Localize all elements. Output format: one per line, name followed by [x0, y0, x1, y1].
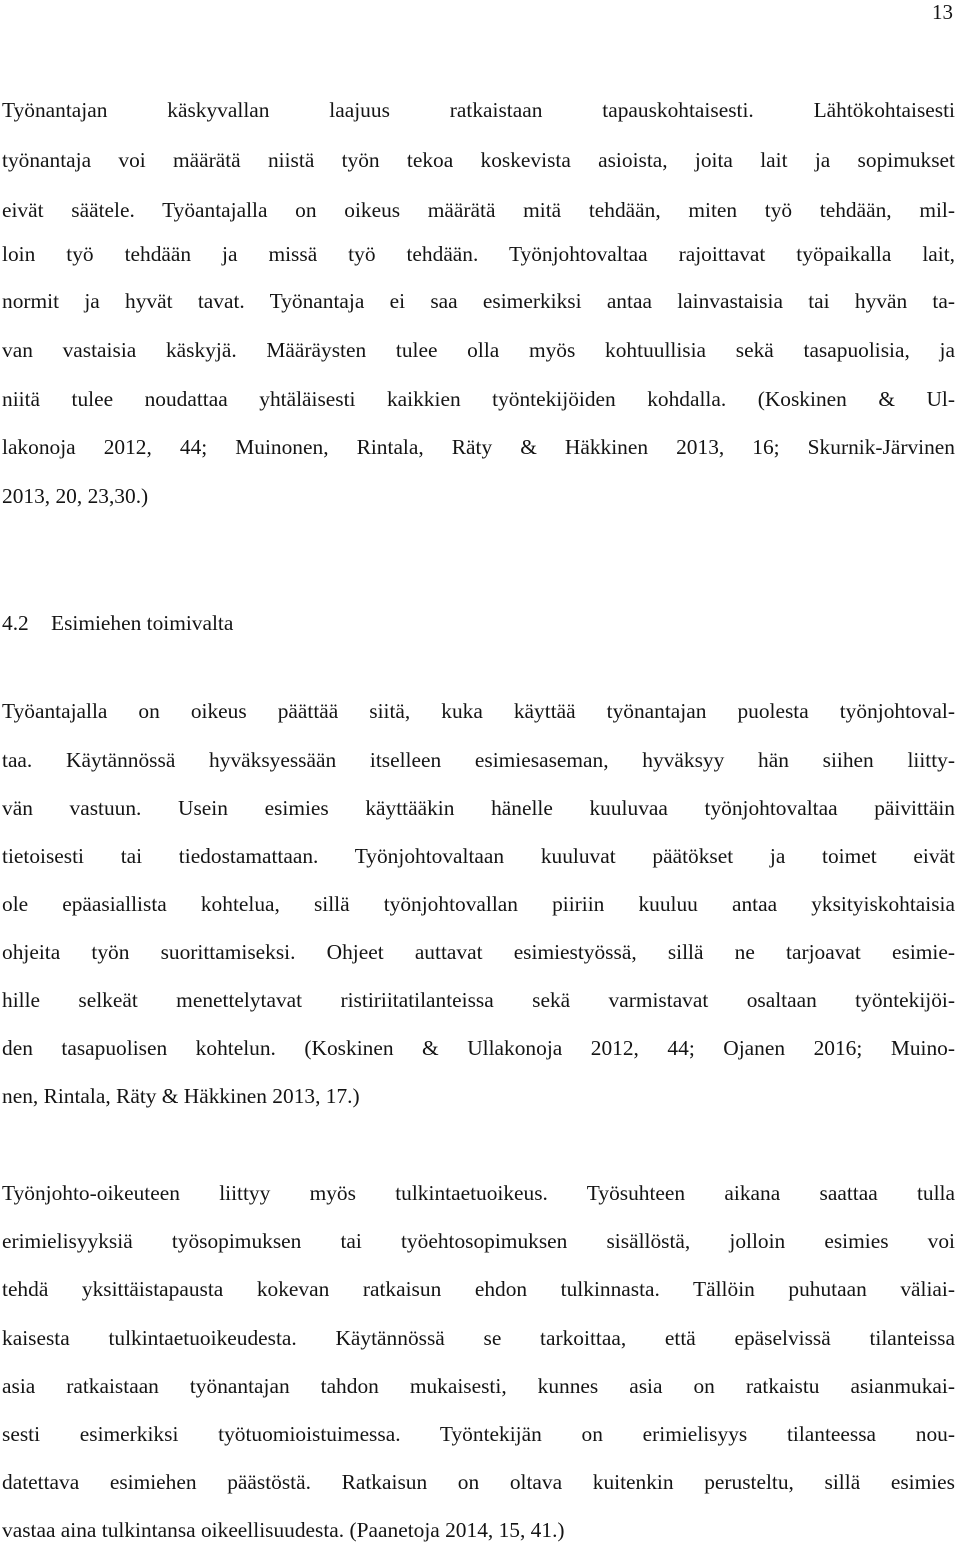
section-heading — [2, 610, 233, 636]
section-title: Esimiehen toimivalta — [51, 611, 234, 635]
text-line: kaisesta tulkintaetuoikeudesta. Käytännössä se tarkoittaa, että epäselvissä tilanteissa — [2, 1326, 955, 1350]
text-line: Työnjohto-oikeuteen liittyy myös tulkintaetuoikeus. Työsuhteen aikana saattaa tulla — [2, 1181, 955, 1205]
text-line: työnantaja voi määrätä niistä työn tekoa koskevista asioista, joita lait ja sopimukset — [2, 148, 955, 172]
text-line: vän vastuun. Usein esimies käyttääkin hänelle kuuluvaa työnjohtovaltaa päivittäin — [2, 796, 955, 820]
text-line: sesti esimerkiksi työtuomioistuimessa. Työntekijän on erimielisyys tilanteessa nou- — [2, 1422, 955, 1446]
text-line: lakonoja 2012, 44; Muinonen, Rintala, Räty & Häkkinen 2013, 16; Skurnik-Järvinen — [2, 435, 955, 459]
section-number: 4.2 — [2, 611, 29, 635]
text-line: den tasapuolisen kohtelun. (Koskinen & Ullakonoja 2012, 44; Ojanen 2016; Muino- — [2, 1036, 955, 1060]
text-line: tietoisesti tai tiedostamattaan. Työnjohtovaltaan kuuluvat päätökset ja toimet eivät — [2, 844, 955, 868]
text-line: van vastaisia käskyjä. Määräysten tulee olla myös kohtuullisia sekä tasapuolisia, ja — [2, 338, 955, 362]
text-line: Työantajalla on oikeus päättää siitä, kuka käyttää työnantajan puolesta työnjohtoval- — [2, 699, 955, 723]
text-line: eivät säätele. Työantajalla on oikeus määrätä mitä tehdään, miten työ tehdään, mil- — [2, 198, 955, 222]
text-line: erimielisyyksiä työsopimuksen tai työehtosopimuksen sisällöstä, jolloin esimies voi — [2, 1229, 955, 1253]
text-line: ole epäasiallista kohtelua, sillä työnjohtovallan piiriin kuuluu antaa yksityiskohtaisia — [2, 892, 955, 916]
text-line: 2013, 20, 23,30.) — [2, 484, 149, 508]
text-line: vastaa aina tulkintansa oikeellisuudesta. (Paanetoja 2014, 15, 41.) — [2, 1518, 565, 1542]
text-line: taa. Käytännössä hyväksyessään itselleen esimiesaseman, hyväksyy hän siihen liitty- — [2, 748, 955, 772]
text-line: asia ratkaistaan työnantajan tahdon mukaisesti, kunnes asia on ratkaistu asianmukai- — [2, 1374, 955, 1398]
text-line: niitä tulee noudattaa yhtäläisesti kaikkien työntekijöiden kohdalla. (Koskinen & Ul- — [2, 387, 955, 411]
text-line: hille selkeät menettelytavat ristiriitatilanteissa sekä varmistavat osaltaan työntekijöi- — [2, 988, 955, 1012]
text-line: nen, Rintala, Räty & Häkkinen 2013, 17.) — [2, 1084, 360, 1108]
text-line: datettava esimiehen päästöstä. Ratkaisun on oltava kuitenkin perusteltu, sillä esimies — [2, 1470, 955, 1494]
text-line: Työnantajan käskyvallan laajuus ratkaistaan tapauskohtaisesti. Lähtökohtaisesti — [2, 98, 955, 122]
text-line: loin työ tehdään ja missä työ tehdään. Työnjohtovaltaa rajoittavat työpaikalla lait, — [2, 242, 955, 266]
page-number: 13 — [932, 0, 953, 24]
text-line: ohjeita työn suorittamiseksi. Ohjeet auttavat esimiestyössä, sillä ne tarjoavat esimie- — [2, 940, 955, 964]
text-line: tehdä yksittäistapausta kokevan ratkaisun ehdon tulkinnasta. Tällöin puhutaan väliai- — [2, 1277, 955, 1301]
text-line: normit ja hyvät tavat. Työnantaja ei saa esimerkiksi antaa lainvastaisia tai hyvän ta- — [2, 289, 955, 313]
